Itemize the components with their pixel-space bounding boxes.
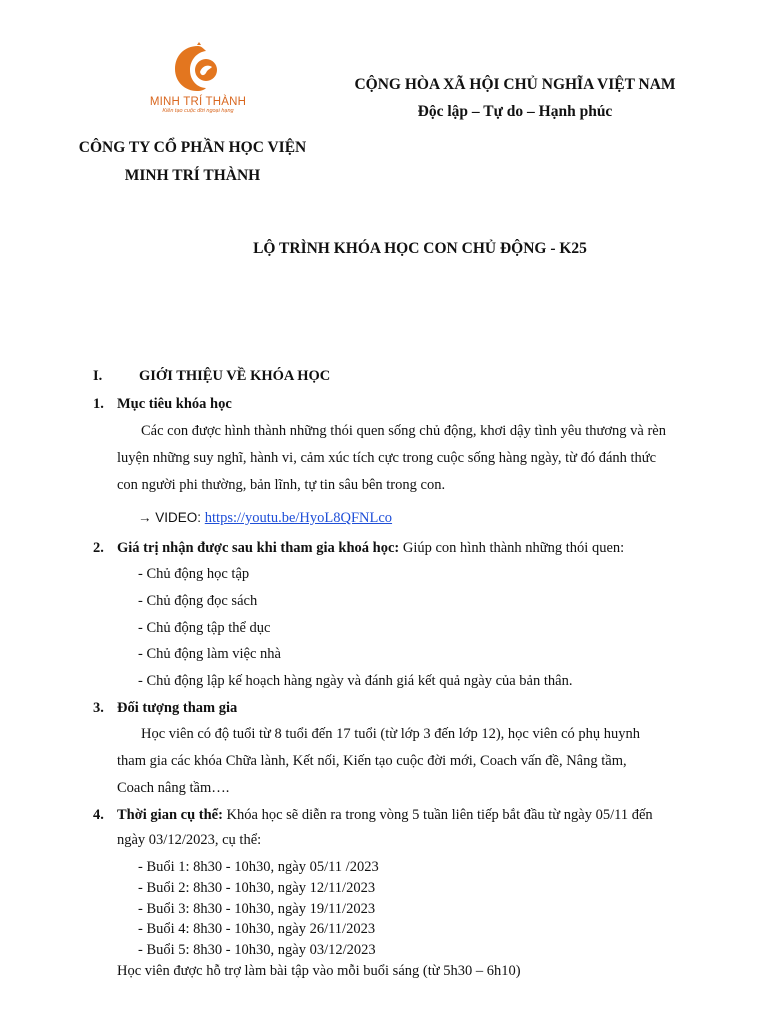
item-2-heading-line: [117, 540, 624, 557]
list-item: - Chủ động học tập: [138, 566, 250, 582]
session-item: - Buổi 1: 8h30 - 10h30, ngày 05/11 /2023: [138, 859, 379, 875]
company-name-line2: MINH TRÍ THÀNH: [124, 167, 261, 184]
video-label: → VIDEO:: [138, 510, 205, 525]
item-1-line: con người phi thường, bản lĩnh, tự tin sâu bên trong con.: [117, 477, 446, 493]
item-4-number: 4.: [93, 807, 104, 823]
item-2-heading: Giá trị nhận được sau khi tham gia khoá học:: [117, 540, 400, 556]
national-motto: Độc lập – Tự do – Hạnh phúc: [417, 103, 613, 120]
company-name-line1: CÔNG TY CỔ PHẦN HỌC VIỆN: [78, 139, 307, 156]
item-3-line: tham gia các khóa Chữa lành, Kết nối, Kiến tạo cuộc đời mới, Coach vấn đề, Nâng tầm,: [117, 753, 627, 769]
support-note: Học viên được hỗ trợ làm bài tập vào mỗi buổi sáng (từ 5h30 – 6h10): [117, 963, 521, 979]
item-4-heading-line: [117, 807, 653, 824]
list-item: - Chủ động làm việc nhà: [138, 646, 281, 662]
item-3-line: Học viên có độ tuổi từ 8 tuổi đến 17 tuổi (từ lớp 3 đến lớp 12), học viên có phụ huynh: [141, 726, 641, 742]
national-title: CỘNG HÒA XÃ HỘI CHỦ NGHĨA VIỆT NAM: [354, 76, 676, 93]
section-number: I.: [93, 368, 103, 384]
section-heading: GIỚI THIỆU VỀ KHÓA HỌC: [139, 368, 331, 384]
session-item: - Buổi 2: 8h30 - 10h30, ngày 12/11/2023: [138, 880, 376, 896]
logo-mark-icon: [170, 42, 226, 94]
item-4-line: ngày 03/12/2023, cụ thể:: [117, 832, 262, 848]
item-1-heading: Mục tiêu khóa học: [117, 396, 232, 412]
document-title: LỘ TRÌNH KHÓA HỌC CON CHỦ ĐỘNG - K25: [253, 240, 587, 257]
company-logo: [148, 42, 248, 114]
video-line: [138, 510, 392, 527]
list-item: - Chủ động tập thể dục: [138, 620, 271, 636]
item-3-line: Coach nâng tầm….: [117, 780, 230, 796]
item-3-heading: Đối tượng tham gia: [117, 700, 238, 716]
logo-brand-text: MINH TRÍ THÀNH: [149, 96, 247, 108]
item-1-line: Các con được hình thành những thói quen sống chủ động, khơi dậy tình yêu thương và rèn: [141, 423, 666, 439]
item-3-number: 3.: [93, 700, 104, 716]
list-item: - Chủ động lập kế hoạch hàng ngày và đánh giá kết quả ngày của bản thân.: [138, 673, 573, 689]
session-item: - Buổi 4: 8h30 - 10h30, ngày 26/11/2023: [138, 921, 376, 937]
session-item: - Buổi 3: 8h30 - 10h30, ngày 19/11/2023: [138, 901, 376, 917]
item-4-text: Khóa học sẽ diễn ra trong vòng 5 tuần liên tiếp bắt đầu từ ngày 05/11 đến: [222, 807, 653, 823]
logo-slogan: Kiến tạo cuộc đời ngoại hạng: [162, 108, 234, 114]
item-2-text: Giúp con hình thành những thói quen:: [399, 540, 625, 556]
list-item: - Chủ động đọc sách: [138, 593, 258, 609]
item-4-heading: Thời gian cụ thể:: [117, 807, 223, 823]
item-2-number: 2.: [93, 540, 104, 556]
item-3-paragraph: [117, 721, 695, 802]
item-1-paragraph: [117, 418, 695, 499]
item-1-number: 1.: [93, 396, 104, 412]
item-1-line: luyện những suy nghĩ, hành vi, cảm xúc tích cực trong cuộc sống hàng ngày, từ đó đánh thức: [117, 450, 657, 466]
session-item: - Buổi 5: 8h30 - 10h30, ngày 03/12/2023: [138, 942, 376, 958]
video-link[interactable]: https://youtu.be/HyoL8QFNLco: [204, 510, 393, 526]
